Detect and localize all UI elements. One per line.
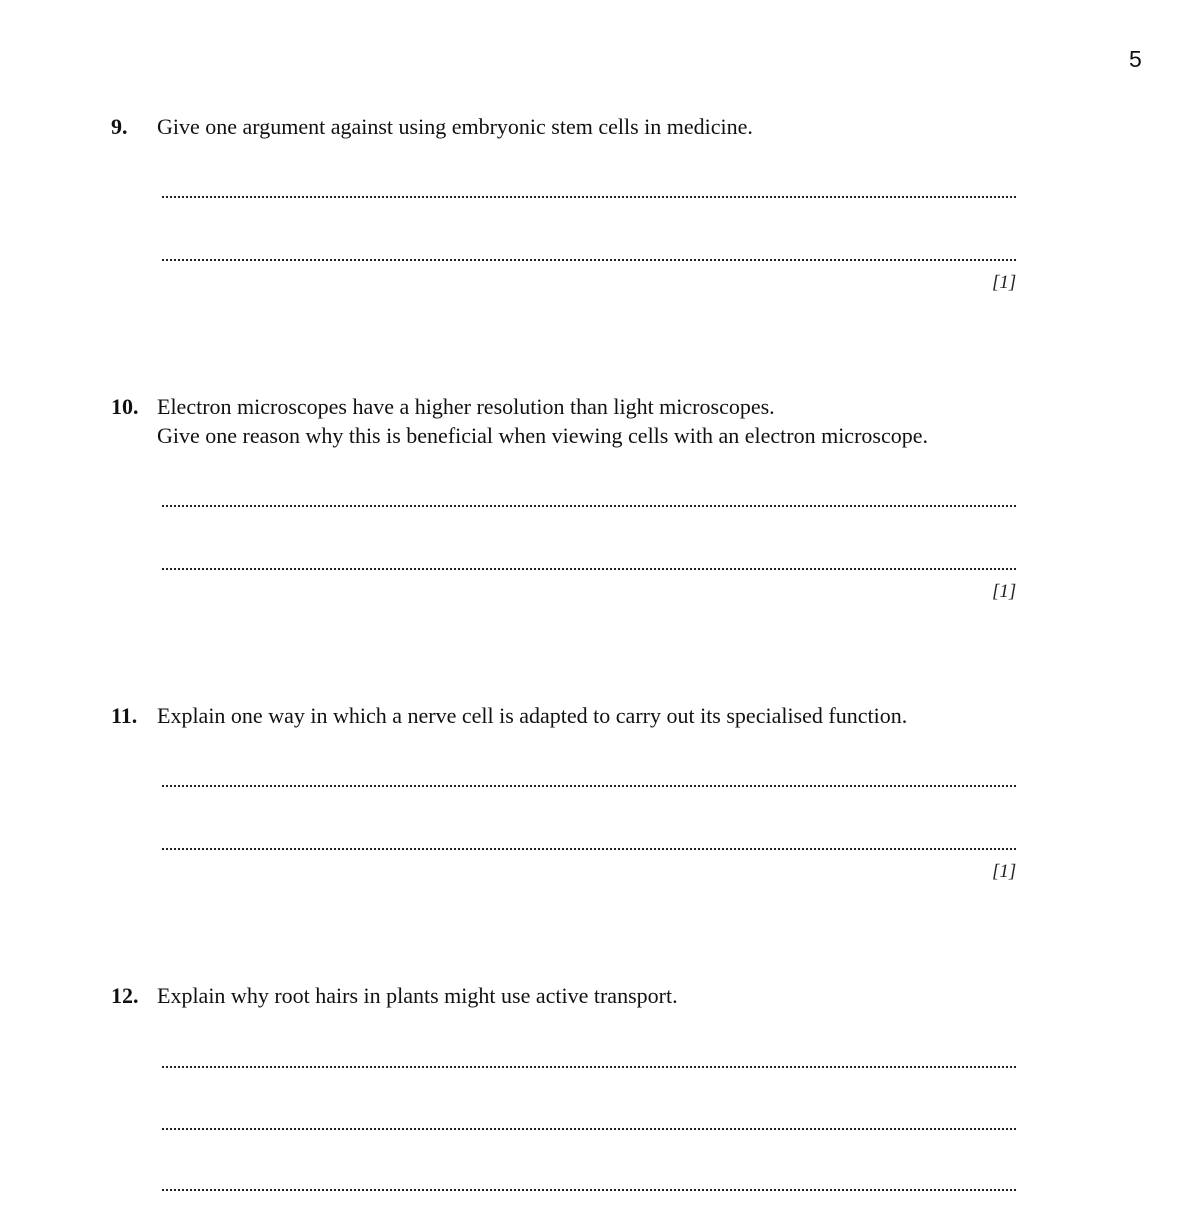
question-number: 11.: [111, 703, 138, 728]
question-number: 10.: [111, 394, 139, 419]
marks-label: [1]: [992, 861, 1017, 882]
question-number: 12.: [111, 983, 139, 1008]
question-text: Explain one way in which a nerve cell is adapted to carry out its specialised function.: [157, 703, 908, 728]
question-text: Electron microscopes have a higher resolution than light microscopes.: [157, 394, 775, 419]
question-text: Give one reason why this is beneficial when viewing cells with an electron microscope.: [157, 423, 928, 448]
answer-line[interactable]: [162, 196, 1016, 198]
answer-line[interactable]: [162, 1128, 1016, 1130]
answer-line[interactable]: [162, 568, 1016, 570]
answer-line[interactable]: [162, 785, 1016, 787]
question-text: Explain why root hairs in plants might use active transport.: [157, 983, 678, 1008]
marks-label: [1]: [992, 272, 1017, 293]
page-number: 5: [1129, 46, 1142, 72]
answer-line[interactable]: [162, 848, 1016, 850]
answer-line[interactable]: [162, 259, 1016, 261]
question-number: 9.: [111, 114, 128, 139]
answer-line[interactable]: [162, 1189, 1016, 1191]
answer-line[interactable]: [162, 1066, 1016, 1068]
question-text: Give one argument against using embryonic stem cells in medicine.: [157, 114, 753, 139]
marks-label: [1]: [992, 581, 1017, 602]
answer-line[interactable]: [162, 505, 1016, 507]
